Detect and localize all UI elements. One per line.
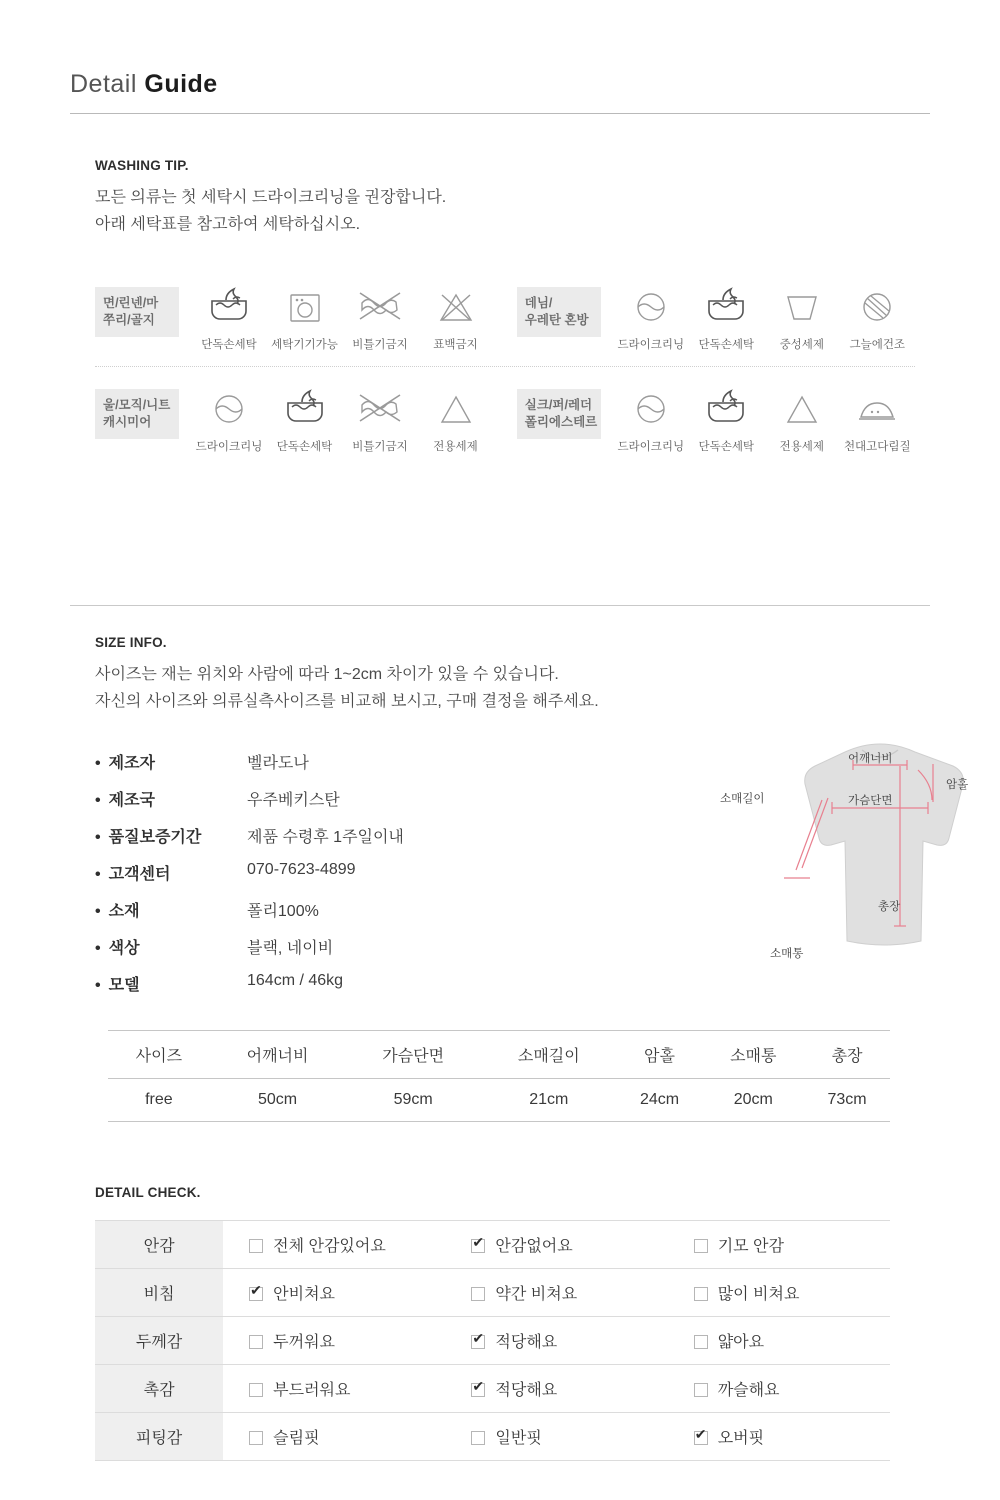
hand-wash-icon xyxy=(191,283,267,331)
option-label: 일반핏 xyxy=(495,1430,542,1447)
table-row xyxy=(95,1365,890,1413)
care-symbol-rows xyxy=(95,277,915,468)
spec-key: • 고객센터 xyxy=(95,865,171,883)
category-cotton-line1: 면/린넨/마 xyxy=(103,295,159,310)
care-icon-caption: 천대고다림질 xyxy=(843,440,911,453)
page-header xyxy=(70,70,930,114)
detail-check-option[interactable] xyxy=(223,1413,445,1461)
care-row-cotton xyxy=(95,277,915,367)
care-icon-hand-wash-2 xyxy=(689,283,765,352)
care-icon-caption: 중성세제 xyxy=(779,338,824,351)
low-iron-cloth-icon xyxy=(840,385,916,433)
dry-clean-icon xyxy=(613,283,689,331)
checkbox[interactable] xyxy=(249,1335,263,1349)
detail-check-row-head: 비침 xyxy=(95,1269,223,1317)
care-row-wool xyxy=(95,367,915,468)
spec-value: 164cm / 46kg xyxy=(247,971,344,989)
care-icon-caption: 전용세제 xyxy=(433,440,478,453)
checkbox[interactable] xyxy=(694,1335,708,1349)
detail-check-option[interactable] xyxy=(445,1269,667,1317)
spec-value: 벨라도나 xyxy=(247,754,309,772)
care-icon-no-wring-wool xyxy=(342,385,418,454)
page-title-light: Detail xyxy=(70,70,145,98)
detail-check-option[interactable] xyxy=(668,1269,890,1317)
detail-check-row-head: 두께감 xyxy=(95,1317,223,1365)
spec-value: 070-7623-4899 xyxy=(247,860,356,878)
section-divider xyxy=(70,605,930,606)
table-row xyxy=(95,1317,890,1365)
special-detergent-icon xyxy=(418,385,494,433)
detail-check-table xyxy=(95,1220,890,1461)
care-icon-machine-wash xyxy=(267,283,343,352)
care-icon-dry-clean-wool xyxy=(191,385,267,454)
care-icon-caption: 단독손세탁 xyxy=(698,440,755,453)
care-icon-caption: 드라이크리닝 xyxy=(195,440,263,453)
care-icon-dry-clean xyxy=(613,283,689,352)
size-info-section xyxy=(95,635,969,1009)
care-icon-caption: 비틀기금지 xyxy=(352,338,408,351)
option-label: 오버핏 xyxy=(717,1430,765,1447)
header-divider xyxy=(70,113,930,114)
size-info-description xyxy=(95,662,915,716)
size-table-header: 소매통 xyxy=(730,1048,777,1065)
no-wring-icon xyxy=(342,385,418,433)
dry-clean-icon xyxy=(613,385,689,433)
option-label: 까슬해요 xyxy=(717,1382,780,1399)
care-icon-low-iron-cloth xyxy=(840,385,916,454)
care-icon-no-wring xyxy=(342,283,418,352)
option-label: 슬림핏 xyxy=(273,1430,320,1447)
size-table-cell: 50cm xyxy=(257,1091,298,1108)
detail-check-row-head: 안감 xyxy=(95,1221,223,1269)
category-label-denim xyxy=(517,287,601,337)
category-label-cotton xyxy=(95,287,179,337)
label-armhole: 암홀 xyxy=(946,779,969,791)
size-table-header: 어깨너비 xyxy=(246,1048,309,1065)
bullet-icon: • xyxy=(95,828,101,846)
label-sleeve-width: 소매통 xyxy=(770,948,804,960)
detail-check-option[interactable] xyxy=(445,1365,667,1413)
spec-key: • 제조자 xyxy=(95,754,155,772)
neutral-detergent-icon xyxy=(764,283,840,331)
bullet-icon: • xyxy=(95,791,101,809)
detail-check-option[interactable] xyxy=(445,1317,667,1365)
checkbox[interactable] xyxy=(694,1239,708,1253)
category-denim-line2: 우레탄 혼방 xyxy=(524,312,589,327)
size-info-line-2: 자신의 사이즈와 의류실측사이즈를 비교해 보시고, 구매 결정을 해주세요. xyxy=(95,692,599,710)
spec-key: • 소재 xyxy=(95,902,140,920)
detail-check-option[interactable] xyxy=(445,1413,667,1461)
option-label: 많이 비쳐요 xyxy=(717,1286,800,1303)
checkbox[interactable] xyxy=(471,1431,485,1445)
option-label: 두꺼워요 xyxy=(273,1334,335,1351)
category-wool-line1: 울/모직/니트 xyxy=(103,397,171,412)
detail-check-option[interactable] xyxy=(668,1365,890,1413)
size-table-header: 총장 xyxy=(831,1048,863,1065)
detail-check-row-head: 피팅감 xyxy=(95,1413,223,1461)
hand-wash-icon xyxy=(267,385,343,433)
detail-check-option[interactable] xyxy=(223,1317,445,1365)
checkbox[interactable] xyxy=(471,1239,485,1253)
option-label: 얇아요 xyxy=(717,1334,765,1351)
care-icon-hand-wash-silk xyxy=(689,385,765,454)
checkbox[interactable] xyxy=(471,1383,485,1397)
washing-tip-line-1: 모든 의류는 첫 세탁시 드라이크리닝을 권장합니다. xyxy=(95,189,447,206)
detail-check-option[interactable] xyxy=(668,1221,890,1269)
category-silk-line2: 폴리에스테르 xyxy=(524,414,598,429)
no-wring-icon xyxy=(342,283,418,331)
option-label: 적당해요 xyxy=(495,1334,558,1351)
spec-value: 폴리100% xyxy=(247,902,319,920)
checkbox[interactable] xyxy=(249,1383,263,1397)
care-icon-caption: 드라이크리닝 xyxy=(617,440,685,453)
table-row xyxy=(95,1269,890,1317)
bullet-icon: • xyxy=(95,976,101,994)
special-detergent-icon xyxy=(764,385,840,433)
label-total-length: 총장 xyxy=(878,901,901,913)
detail-check-option[interactable] xyxy=(223,1269,445,1317)
checkbox[interactable] xyxy=(471,1335,485,1349)
machine-wash-icon xyxy=(267,283,343,331)
size-table-header-row xyxy=(108,1031,890,1079)
detail-check-option[interactable] xyxy=(668,1413,890,1461)
size-table-cell: 21cm xyxy=(529,1091,569,1108)
option-label: 안비쳐요 xyxy=(273,1286,335,1303)
label-sleeve-length: 소매길이 xyxy=(720,793,765,805)
size-table-cell: 24cm xyxy=(639,1091,680,1108)
size-table-cell: free xyxy=(145,1091,173,1108)
table-row xyxy=(108,1079,890,1122)
size-table xyxy=(108,1030,890,1122)
size-info-line-1: 사이즈는 재는 위치와 사람에 따라 1~2cm 차이가 있을 수 있습니다. xyxy=(95,666,559,683)
category-cotton-line2: 쭈리/골지 xyxy=(103,312,155,327)
care-icon-caption: 비틀기금지 xyxy=(352,440,408,453)
no-bleach-icon xyxy=(418,283,494,331)
spec-value: 우주베키스탄 xyxy=(247,791,340,809)
dry-clean-icon xyxy=(191,385,267,433)
bullet-icon: • xyxy=(95,939,101,957)
detail-check-option[interactable] xyxy=(668,1317,890,1365)
garment-measurement-diagram xyxy=(720,730,1000,980)
option-label: 안감없어요 xyxy=(495,1238,573,1255)
size-table-cell: 73cm xyxy=(827,1091,867,1108)
care-icon-caption: 그늘에건조 xyxy=(849,338,906,351)
checkbox[interactable] xyxy=(694,1287,708,1301)
care-icon-caption: 단독손세탁 xyxy=(201,338,257,351)
category-silk-line1: 실크/퍼/레더 xyxy=(524,397,593,412)
care-icon-caption: 단독손세탁 xyxy=(698,338,755,351)
care-icon-caption: 드라이크리닝 xyxy=(617,338,685,351)
page-title xyxy=(70,70,930,113)
bullet-icon: • xyxy=(95,754,101,772)
care-icon-caption: 표백금지 xyxy=(433,338,478,351)
size-info-label: SIZE INFO. xyxy=(95,635,167,650)
detail-check-option[interactable] xyxy=(223,1221,445,1269)
care-icon-special-detergent xyxy=(418,385,494,454)
detail-check-option[interactable] xyxy=(223,1365,445,1413)
option-label: 전체 안감있어요 xyxy=(273,1238,386,1255)
spec-value: 제품 수령후 1주일이내 xyxy=(247,828,404,846)
hand-wash-icon xyxy=(689,283,765,331)
spec-key: • 색상 xyxy=(95,939,140,957)
shade-dry-icon xyxy=(840,283,916,331)
care-icon-hand-wash xyxy=(191,283,267,352)
detail-check-section xyxy=(95,1185,905,1461)
care-icon-neutral-detergent xyxy=(764,283,840,352)
category-label-silk xyxy=(517,389,601,439)
washing-tip-label: WASHING TIP. xyxy=(95,158,189,173)
category-label-wool xyxy=(95,389,179,439)
table-row xyxy=(95,1413,890,1461)
option-label: 부드러워요 xyxy=(273,1382,351,1399)
option-label: 적당해요 xyxy=(495,1382,558,1399)
spec-value: 블랙, 네이비 xyxy=(247,939,334,957)
size-table-header: 암홀 xyxy=(644,1048,675,1065)
label-shoulder: 어깨너비 xyxy=(848,753,893,765)
checkbox[interactable] xyxy=(249,1431,263,1445)
detail-check-row-head: 촉감 xyxy=(95,1365,223,1413)
checkbox[interactable] xyxy=(471,1287,485,1301)
option-label: 기모 안감 xyxy=(717,1238,784,1255)
table-row xyxy=(95,1221,890,1269)
care-icon-special-detergent-silk xyxy=(764,385,840,454)
size-table-cell: 59cm xyxy=(393,1091,433,1108)
size-table-header: 소매길이 xyxy=(517,1048,580,1065)
hand-wash-icon xyxy=(689,385,765,433)
washing-tip-line-2: 아래 세탁표를 참고하여 세탁하십시오. xyxy=(95,215,361,233)
checkbox[interactable] xyxy=(694,1383,708,1397)
care-icon-hand-wash-wool xyxy=(267,385,343,454)
label-chest: 가슴단면 xyxy=(848,795,893,807)
washing-tip-section xyxy=(95,158,915,468)
size-table-header: 사이즈 xyxy=(135,1048,183,1065)
category-denim-line1: 데님/ xyxy=(524,295,553,310)
checkbox[interactable] xyxy=(694,1431,708,1445)
category-wool-line2: 캐시미어 xyxy=(103,414,152,429)
checkbox[interactable] xyxy=(249,1239,263,1253)
bullet-icon: • xyxy=(95,865,101,883)
size-table-header: 가슴단면 xyxy=(382,1048,445,1065)
care-icon-dry-clean-silk xyxy=(613,385,689,454)
checkbox[interactable] xyxy=(249,1287,263,1301)
bullet-icon: • xyxy=(95,902,101,920)
garment-illustration xyxy=(750,730,1000,980)
option-label: 약간 비쳐요 xyxy=(495,1286,578,1303)
size-table-cell: 20cm xyxy=(733,1091,773,1108)
spec-key: • 품질보증기간 xyxy=(95,828,202,846)
detail-check-label: DETAIL CHECK. xyxy=(95,1185,201,1200)
detail-check-option[interactable] xyxy=(445,1221,667,1269)
washing-tip-description xyxy=(95,185,915,239)
page-title-bold: Guide xyxy=(144,70,218,98)
care-icon-shade-dry xyxy=(840,283,916,352)
spec-key: • 모델 xyxy=(95,976,140,994)
care-icon-caption: 단독손세탁 xyxy=(276,440,333,453)
care-icon-no-bleach xyxy=(418,283,494,352)
care-icon-caption: 세탁기기가능 xyxy=(271,338,338,351)
spec-key: • 제조국 xyxy=(95,791,155,809)
care-icon-caption: 전용세제 xyxy=(779,440,824,453)
